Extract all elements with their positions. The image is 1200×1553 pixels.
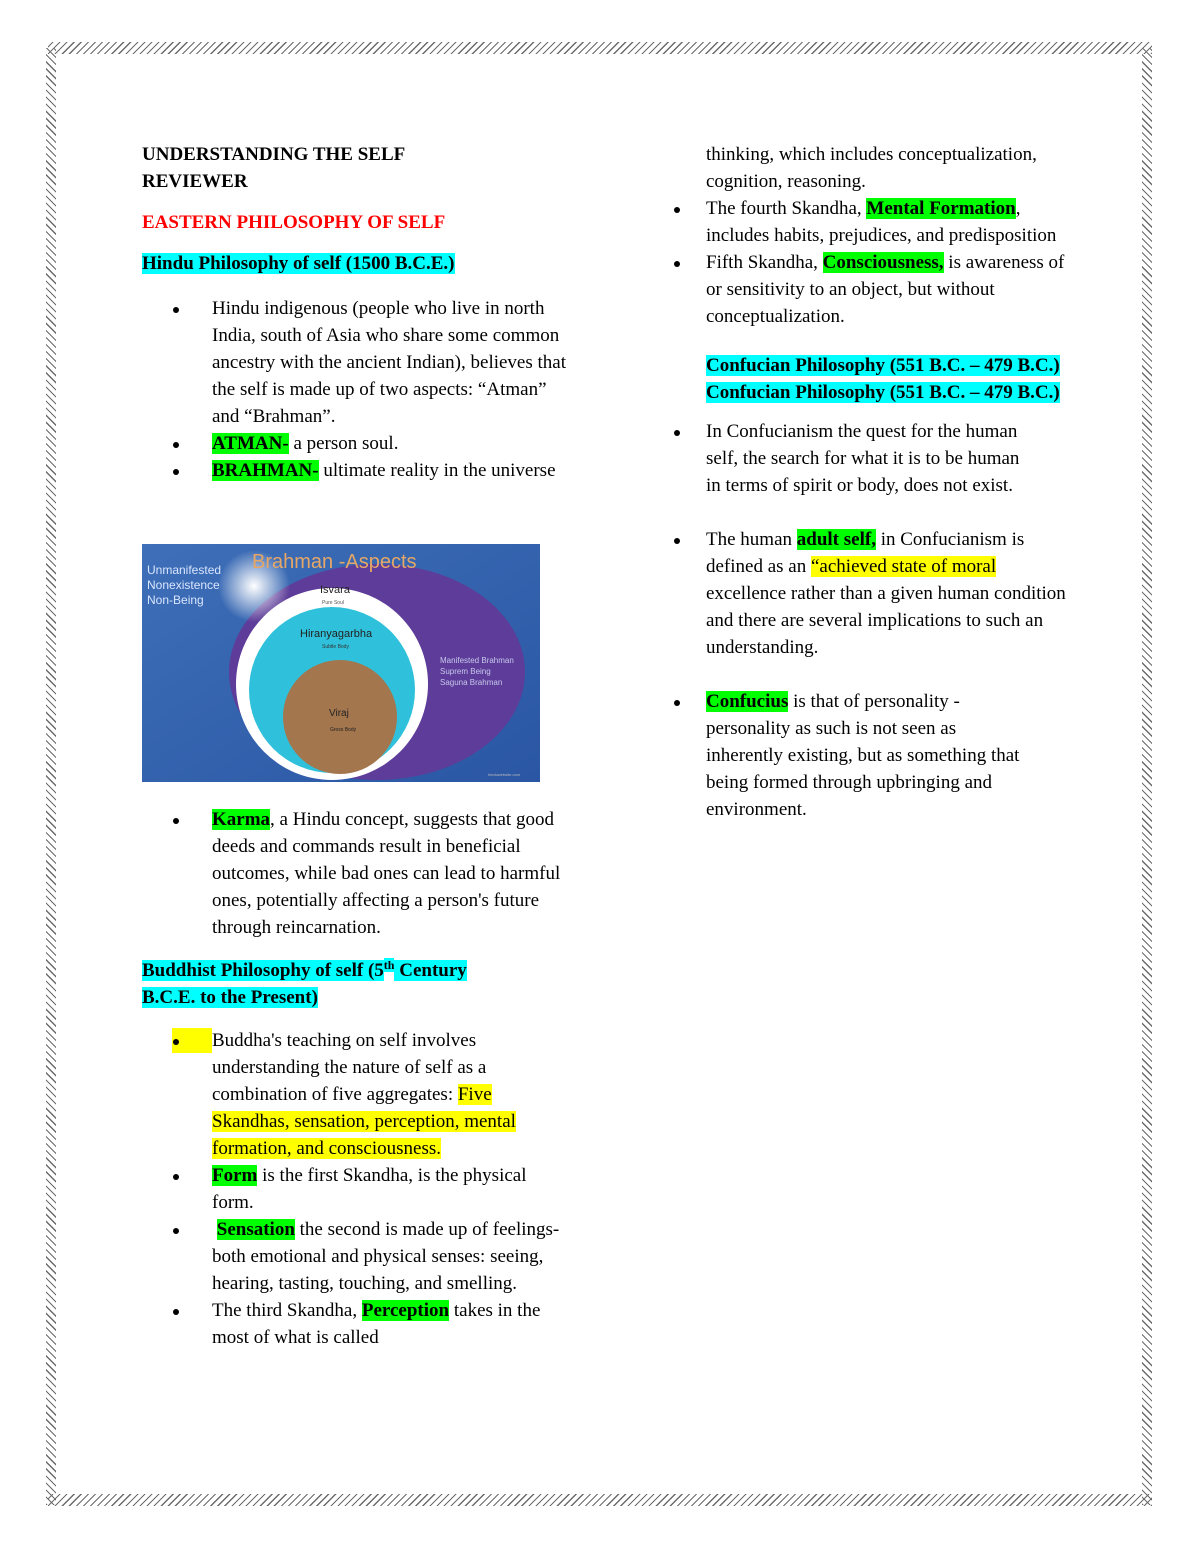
isvara-sub-label: Pure Soul [322, 600, 344, 606]
form-term: Form [212, 1165, 258, 1186]
confucius-term: Confucius [706, 691, 789, 712]
page-border-top [48, 42, 1152, 54]
adult-self-term: adult self, [796, 529, 876, 550]
list-item: The human adult self, in Confucianism is defined as an “achieved state of moral excellence rather than a given human condition and there are several implications to such an understanding. [668, 526, 1068, 661]
confucian-bullet-list [668, 418, 1068, 823]
non-being-label: Non-Being [147, 593, 204, 607]
perception-continuation: thinking, which includes conceptualization, cognition, reasoning. [706, 144, 1037, 192]
bullet-icon [173, 818, 179, 824]
isvara-label: Isvara [320, 584, 350, 596]
buddhist-heading: Buddhist Philosophy of self (5th Century B.C.E. to the Present) [142, 958, 467, 1008]
list-item: Karma, a Hindu concept, suggests that good deeds and commands result in beneficial outcomes, while bad ones can lead to harmful ones, potentially affecting a person's future through reincarnation. [142, 806, 562, 941]
list-item: Buddha's teaching on self involves understanding the nature of self as a combination of five aggregates: Five Skandhas, sensation, perception, mental formation, and consciousness. [142, 1027, 562, 1162]
atman-term: ATMAN- [212, 433, 289, 454]
left-column-lower [142, 806, 572, 1351]
bullet-icon [173, 1309, 179, 1315]
page-border-left [46, 48, 56, 1505]
list-item: Form is the first Skandha, is the physical form. [142, 1162, 562, 1216]
saguna-label: Saguna Brahman [440, 678, 503, 687]
list-item: Sensation the second is made up of feelings-both emotional and physical senses: seeing, hearing, tasting, touching, and smelling. [142, 1216, 562, 1297]
perception-term: Perception [361, 1300, 450, 1321]
brahman-aspects-svg [142, 544, 540, 782]
hiranyagarbha-label: Hiranyagarbha [300, 628, 373, 640]
bullet-icon [173, 442, 179, 448]
bullet-icon [173, 1228, 179, 1234]
hindu-heading: Hindu Philosophy of self (1500 B.C.E.) [142, 253, 455, 274]
five-skandhas-highlight: Five Skandhas, sensation, perception, mental formation, and consciousness. [212, 1084, 516, 1159]
page-border-bottom [48, 1494, 1152, 1506]
page-border-right [1142, 48, 1152, 1505]
karma-bullet-list [142, 806, 562, 941]
list-item: ATMAN- a person soul. [142, 430, 572, 457]
karma-term: Karma [212, 809, 271, 830]
bullet-icon [173, 469, 179, 475]
section-title: EASTERN PHILOSOPHY OF SELF [142, 212, 446, 233]
unmanifested-label: Unmanifested [147, 563, 222, 577]
bullet-icon [173, 1174, 179, 1180]
list-item: The fourth Skandha, Mental Formation, includes habits, prejudices, and predisposition [668, 195, 1068, 249]
list-item: Fifth Skandha, Consciousness, is awareness of or sensitivity to an object, but without conceptualization. [668, 249, 1068, 330]
hindu-bullet-list [142, 295, 572, 484]
brahman-term: BRAHMAN- [212, 460, 319, 481]
list-item: Confucius is that of personality - personality as such is not seen as inherently existing, but as something that being formed through upbringing and environment. [668, 688, 1036, 823]
brahman-aspects-diagram [142, 544, 540, 782]
right-column [668, 141, 1068, 823]
manifested-label: Manifested Brahman [440, 656, 514, 665]
bullet-icon [173, 1039, 179, 1045]
bullet-icon [173, 307, 179, 313]
viraj-sub-label: Gross Body [330, 727, 357, 733]
hiranyagarbha-sub-label: Subtle Body [322, 644, 349, 650]
bullet-icon [674, 261, 680, 267]
document-title: UNDERSTANDING THE SELF REVIEWER [142, 144, 406, 192]
bullet-icon [674, 700, 680, 706]
bullet-icon [674, 207, 680, 213]
left-column [142, 141, 572, 484]
viraj-label: Viraj [329, 708, 349, 719]
achieved-state-highlight: “achieved state of moral [810, 556, 997, 577]
confucian-heading: Confucian Philosophy (551 B.C. – 479 B.C.) Confucian Philosophy (551 B.C. – 479 B.C.) [706, 355, 1060, 403]
diagram-title: Brahman -Aspects [252, 551, 417, 573]
bullet-icon [674, 430, 680, 436]
suprem-being-label: Suprem Being [440, 667, 491, 676]
highlighted-bullet [172, 1028, 212, 1053]
consciousness-term: Consciousness, [822, 252, 944, 273]
bullet-icon [674, 538, 680, 544]
skandha-bullet-list [668, 195, 1068, 330]
list-item: BRAHMAN- ultimate reality in the universe [142, 457, 572, 484]
mental-formation-term: Mental Formation [866, 198, 1016, 219]
buddhist-bullet-list [142, 1027, 562, 1351]
watermark-label: hinduwebsite.com [488, 772, 521, 777]
sensation-term: Sensation [216, 1219, 295, 1240]
list-item: In Confucianism the quest for the human self, the search for what it is to be human in terms of spirit or body, does not exist. [668, 418, 1026, 499]
list-item: Hindu indigenous (people who live in north India, south of Asia who share some common ancestry with the ancient Indian), believes that the self is made up of two aspects: “Atman” and “Brahman”. [142, 295, 572, 430]
list-item: The third Skandha, Perception takes in the most of what is called [142, 1297, 562, 1351]
nonexistence-label: Nonexistence [147, 578, 220, 592]
